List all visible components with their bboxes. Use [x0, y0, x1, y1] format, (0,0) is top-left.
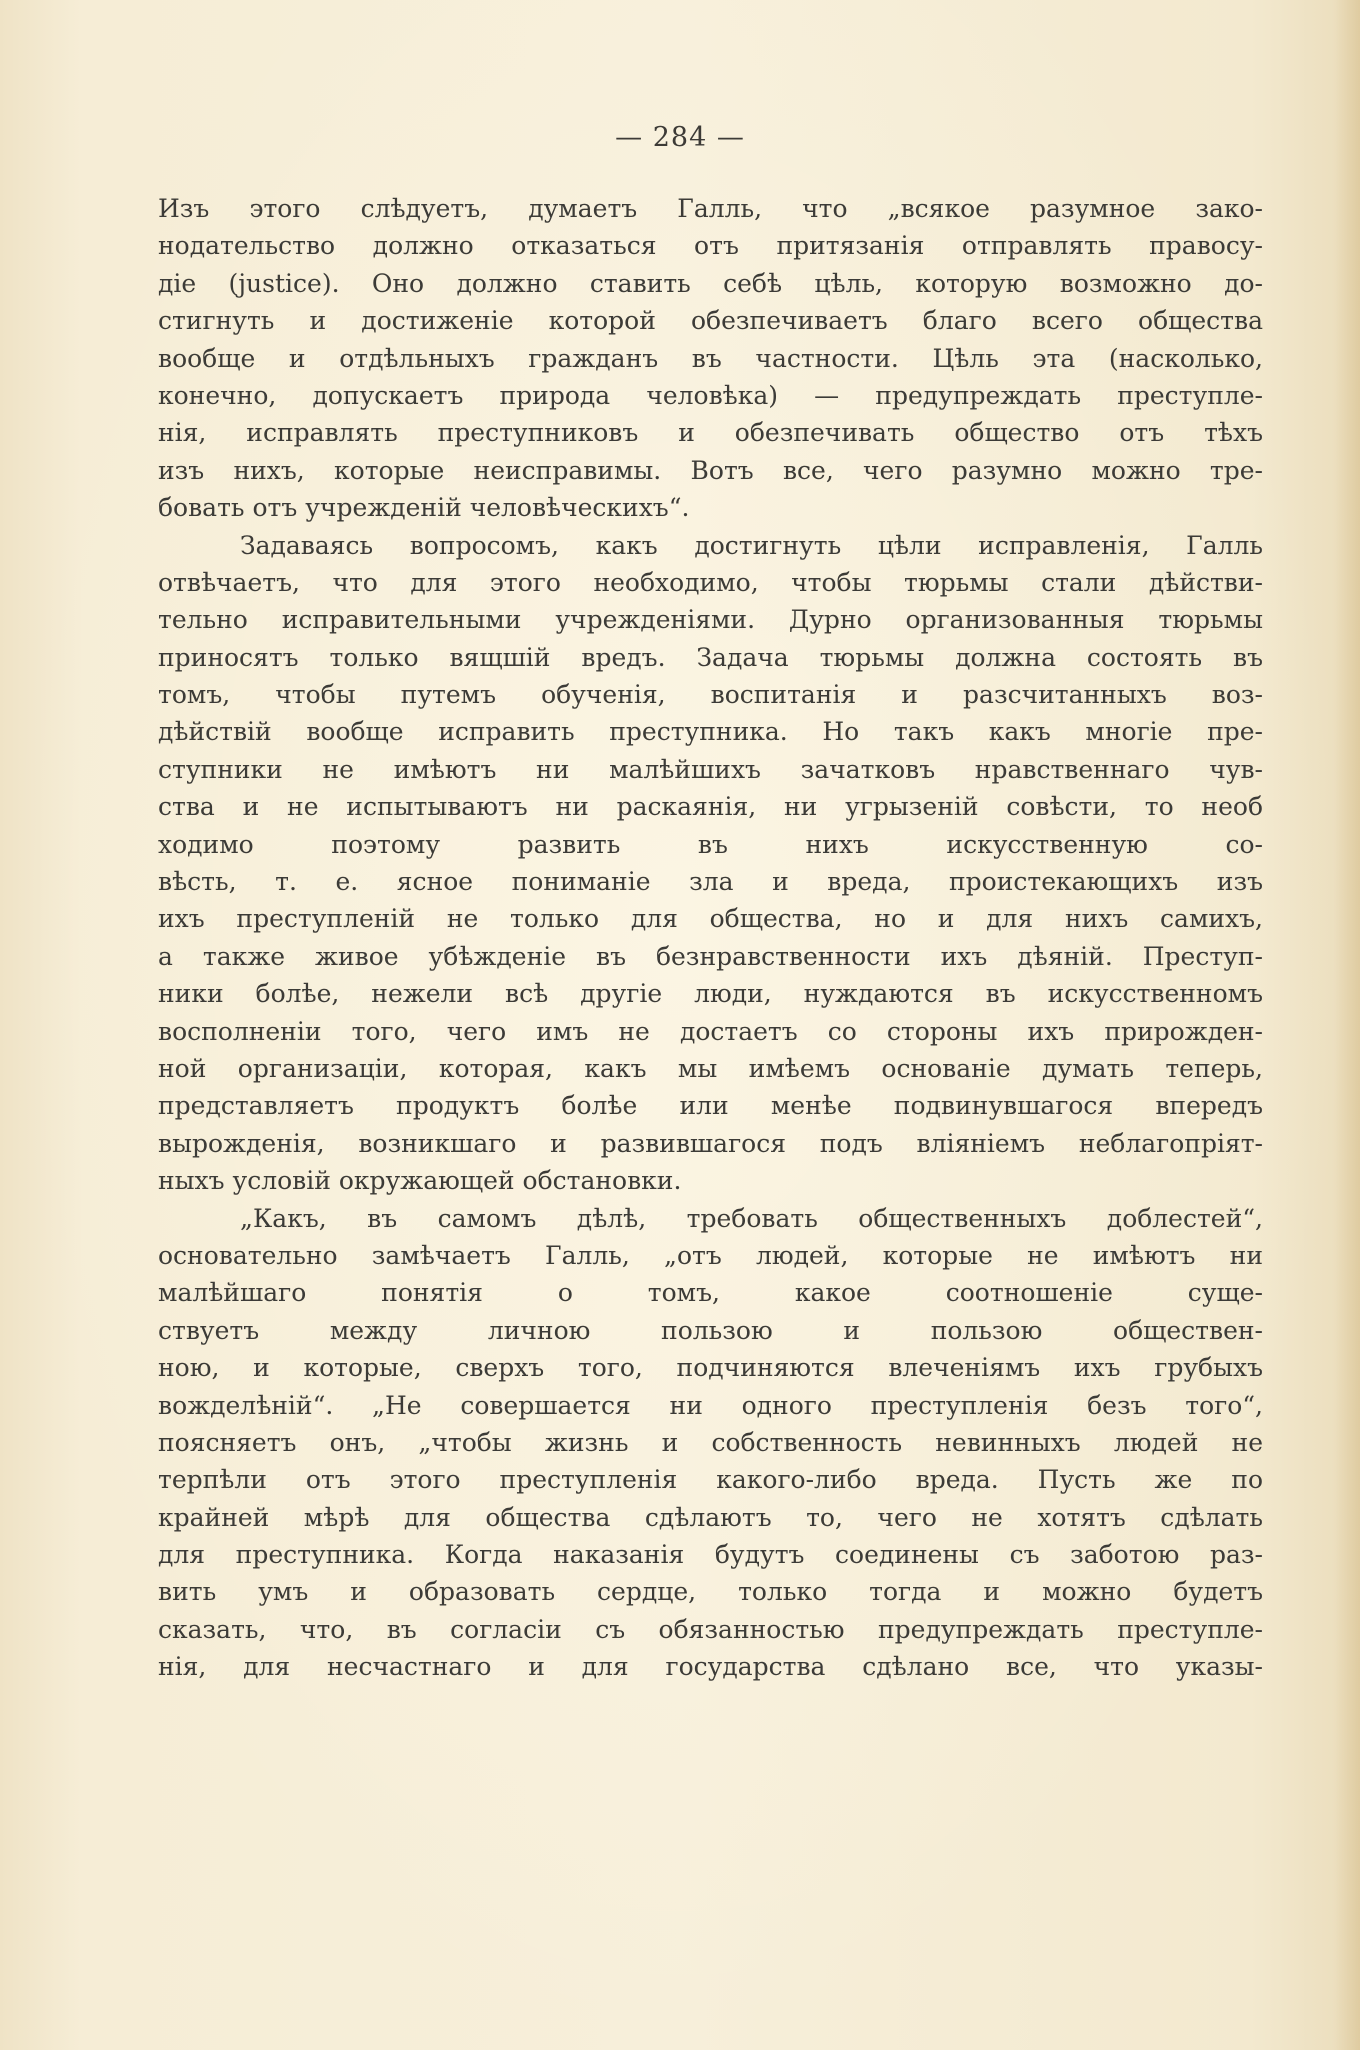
paragraph-start-line: Задаваясь вопросомъ, какъ достигнуть цѣли исправленія, Галль	[240, 530, 1263, 560]
text-line: ники болѣе, нежели всѣ другіе люди, нуждаются въ искусственномъ	[158, 979, 1263, 1009]
paragraph-start-line: „Какъ, въ самомъ дѣлѣ, требовать общественныхъ доблестей“,	[240, 1203, 1263, 1233]
text-line: поясняетъ онъ, „чтобы жизнь и собственность невинныхъ людей не	[158, 1427, 1263, 1457]
text-line: а также живое убѣжденіе въ безнравственности ихъ дѣяній. Преступ-	[158, 941, 1263, 971]
text-line: вырожденія, возникшаго и развившагося подъ вліяніемъ неблагопріят-	[158, 1128, 1263, 1158]
text-line: терпѣли отъ этого преступленія какого-либо вреда. Пусть же по	[158, 1465, 1263, 1495]
text-line: ной организаціи, которая, какъ мы имѣемъ основаніе думать теперь,	[158, 1053, 1263, 1083]
text-line: дѣйствій вообще исправить преступника. Но такъ какъ многіе пре-	[158, 717, 1263, 747]
text-line: ихъ преступленій не только для общества, но и для нихъ самихъ,	[158, 904, 1263, 934]
text-line: представляетъ продуктъ болѣе или менѣе подвинувшагося впередъ	[158, 1091, 1263, 1121]
body-text	[158, 190, 1263, 1686]
text-line: діе (justice). Оно должно ставить себѣ цѣль, которую возможно до-	[158, 268, 1263, 298]
text-line: ною, и которые, сверхъ того, подчиняются влеченіямъ ихъ грубыхъ	[158, 1353, 1263, 1383]
text-line: восполненіи того, чего имъ не достаетъ со стороны ихъ прирожден-	[158, 1016, 1263, 1046]
text-line: малѣйшаго понятія о томъ, какое соотношеніе суще-	[158, 1278, 1263, 1308]
text-line: ства и не испытываютъ ни раскаянія, ни угрызеній совѣсти, то необ	[158, 792, 1263, 822]
text-line: основательно замѣчаетъ Галль, „отъ людей, которые не имѣютъ ни	[158, 1240, 1263, 1270]
text-line: ствуетъ между личною пользою и пользою обществен-	[158, 1315, 1263, 1345]
text-line: для преступника. Когда наказанія будутъ соединены съ заботою раз-	[158, 1540, 1263, 1570]
page-number: — 284 —	[615, 122, 745, 153]
text-line: нія, исправлять преступниковъ и обезпечивать общество отъ тѣхъ	[158, 418, 1263, 448]
text-line: конечно, допускаетъ природа человѣка) — предупреждать преступле-	[158, 380, 1263, 410]
text-line: ныхъ условій окружающей обстановки.	[158, 1166, 682, 1196]
page-edge-shadow	[1334, 0, 1360, 2050]
text-line: вѣсть, т. е. ясное пониманіе зла и вреда, проистекающихъ изъ	[158, 867, 1263, 897]
text-line: сказать, что, въ согласіи съ обязанностью предупреждать преступле-	[158, 1614, 1263, 1644]
text-line: Изъ этого слѣдуетъ, думаетъ Галль, что „всякое разумное зако-	[158, 194, 1263, 223]
text-line: нія, для несчастнаго и для государства сдѣлано все, что указы-	[158, 1652, 1263, 1682]
text-line: стигнуть и достиженіе которой обезпечиваетъ благо всего общества	[158, 306, 1263, 336]
text-line: тельно исправительными учрежденіями. Дурно организованныя тюрьмы	[158, 605, 1263, 635]
text-line: вожделѣній“. „Не совершается ни одного преступленія безъ того“,	[158, 1390, 1263, 1420]
text-line: ступники не имѣютъ ни малѣйшихъ зачатковъ нравственнаго чув-	[158, 754, 1263, 784]
text-line: нодательство должно отказаться отъ притязанія отправлять правосу-	[158, 231, 1263, 261]
text-line: вообще и отдѣльныхъ гражданъ въ частности. Цѣль эта (насколько,	[158, 343, 1263, 373]
text-line: бовать отъ учрежденій человѣческихъ“.	[158, 493, 690, 523]
text-line: томъ, чтобы путемъ обученія, воспитанія и разсчитанныхъ воз-	[158, 680, 1263, 710]
text-line: отвѣчаетъ, что для этого необходимо, чтобы тюрьмы стали дѣйстви-	[158, 567, 1263, 597]
text-line: ходимо поэтому развить въ нихъ искусственную со-	[158, 829, 1263, 859]
text-line: вить умъ и образовать сердце, только тогда и можно будетъ	[158, 1577, 1263, 1607]
text-line: крайней мѣрѣ для общества сдѣлаютъ то, чего не хотятъ сдѣлать	[158, 1502, 1263, 1532]
text-line: изъ нихъ, которые неисправимы. Вотъ все, чего разумно можно тре-	[158, 455, 1263, 485]
text-line: приносятъ только вящшій вредъ. Задача тюрьмы должна состоять въ	[158, 642, 1263, 672]
